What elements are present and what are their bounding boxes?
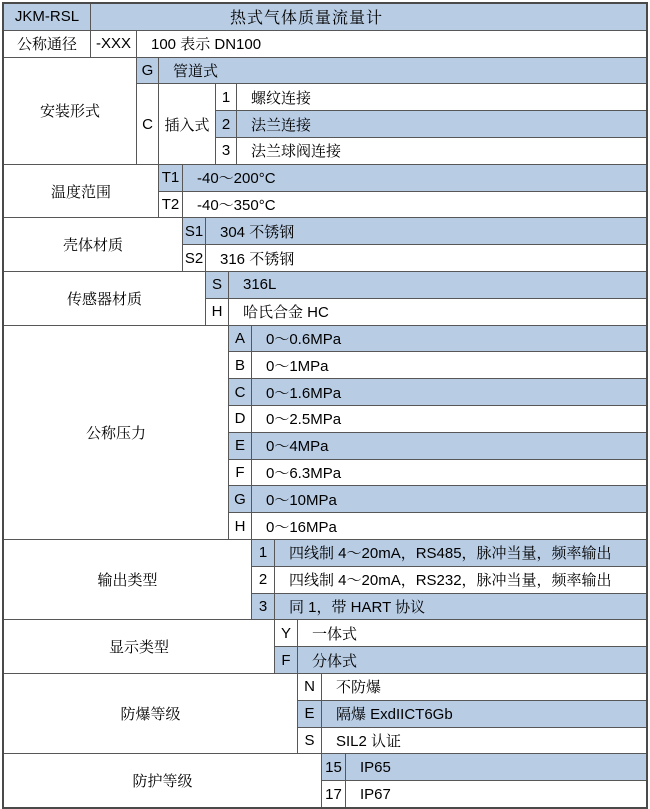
option-row (159, 165, 646, 192)
option-code: C (229, 379, 252, 405)
option-value: 四线制 4～20mA，RS485，脉冲当量，频率输出 (275, 540, 646, 566)
option-value: 法兰球阀连接 (251, 143, 342, 161)
model-selection-table (2, 2, 648, 809)
option-row (159, 192, 646, 218)
section-label: 输出类型 (4, 540, 252, 619)
option-value: 0～1MPa (266, 357, 329, 375)
option-value: 304 不锈钢 (206, 218, 646, 244)
option-value: 0～16MPa (266, 518, 337, 536)
option-row (252, 567, 646, 594)
option-value: -40～200°C (183, 165, 646, 191)
option-code: F (229, 460, 252, 486)
option-row (252, 540, 646, 567)
section-8 (4, 754, 646, 807)
insert-type-block (137, 84, 646, 163)
option-value: -40～350°C (197, 196, 276, 214)
option-row (229, 433, 646, 460)
option-code: H (229, 513, 252, 539)
option-value: IP67 (360, 785, 391, 803)
insert-type-label: 插入式 (159, 84, 216, 163)
option-code: E (229, 433, 252, 459)
option-value: 一体式 (312, 625, 358, 643)
section-2 (4, 218, 646, 272)
nominal-diameter-row (4, 31, 646, 58)
option-row (229, 406, 646, 433)
option-row (252, 594, 646, 620)
option-code: -XXX (91, 31, 137, 57)
option-value: 不防爆 (336, 679, 382, 697)
section-label: 防爆等级 (4, 674, 298, 753)
option-value: 四线制 4～20mA，RS232，脉冲当量，频率输出 (289, 572, 612, 590)
option-code: C (137, 84, 159, 163)
option-code: D (229, 406, 252, 432)
section-install-type (4, 58, 646, 165)
section-6 (4, 620, 646, 674)
option-code: T2 (159, 192, 183, 218)
option-row (137, 58, 646, 85)
option-code: 15 (322, 754, 346, 780)
model-code-cell: JKM-RSL (4, 4, 91, 30)
option-value: 0～1.6MPa (252, 379, 646, 405)
section-label: 温度范围 (4, 165, 159, 218)
option-value: 316 不锈钢 (220, 250, 295, 268)
section-label: 安装形式 (4, 58, 137, 164)
option-row (322, 754, 646, 781)
section-label: 防护等级 (4, 754, 322, 807)
table-header-row (4, 4, 646, 31)
option-code: S2 (183, 245, 206, 271)
option-value: 0～10MPa (252, 486, 646, 512)
option-row (229, 460, 646, 487)
option-row (229, 326, 646, 353)
option-code: N (298, 674, 322, 700)
option-value: 隔爆 ExdIICT6Gb (322, 701, 646, 727)
option-code: A (229, 326, 252, 352)
option-code: 1 (216, 84, 237, 110)
section-label: 公称通径 (4, 31, 91, 57)
option-code: 3 (252, 594, 275, 620)
option-value: SIL2 认证 (336, 732, 402, 750)
option-code: 17 (322, 781, 346, 807)
option-code: S (206, 272, 229, 298)
option-row (229, 513, 646, 539)
option-value: 100 表示 DN100 (151, 36, 262, 54)
option-row (322, 781, 646, 807)
option-code: 2 (252, 567, 275, 593)
option-row (183, 245, 646, 271)
option-row (216, 84, 646, 111)
option-value: 管道式 (159, 58, 646, 84)
option-value: 法兰连接 (237, 111, 646, 137)
option-code: S (298, 728, 322, 754)
section-3 (4, 272, 646, 326)
option-code: T1 (159, 165, 183, 191)
option-value: 0～0.6MPa (252, 326, 646, 352)
option-row (275, 620, 646, 647)
option-row (229, 352, 646, 379)
option-row (275, 647, 646, 673)
section-label: 传感器材质 (4, 272, 206, 325)
option-value: 0～4MPa (252, 433, 646, 459)
option-code: E (298, 701, 322, 727)
option-row (229, 379, 646, 406)
option-code: G (229, 486, 252, 512)
option-value: 0～6.3MPa (266, 464, 342, 482)
section-5 (4, 540, 646, 620)
option-value: 同 1，带 HART 协议 (275, 594, 646, 620)
table-title: 热式气体质量流量计 (91, 4, 646, 30)
option-row (206, 299, 646, 325)
option-value: 0～2.5MPa (266, 411, 342, 429)
option-row (298, 674, 646, 701)
section-label: 显示类型 (4, 620, 275, 673)
option-value: 316L (229, 272, 646, 298)
option-code: 2 (216, 111, 237, 137)
option-row (216, 138, 646, 164)
option-code: Y (275, 620, 298, 646)
option-row (183, 218, 646, 245)
option-code: B (229, 352, 252, 378)
option-row (298, 728, 646, 754)
option-code: S1 (183, 218, 206, 244)
option-code: H (206, 299, 229, 325)
option-value: 螺纹连接 (251, 89, 312, 107)
option-code: F (275, 647, 298, 673)
option-code: 3 (216, 138, 237, 164)
section-1 (4, 165, 646, 219)
option-row (298, 701, 646, 728)
option-row (216, 111, 646, 138)
section-7 (4, 674, 646, 754)
option-row (229, 486, 646, 513)
option-code: G (137, 58, 159, 84)
section-label: 公称压力 (4, 326, 229, 539)
option-row (206, 272, 646, 299)
section-4 (4, 326, 646, 540)
option-value: IP65 (346, 754, 646, 780)
option-value: 哈氏合金 HC (243, 304, 329, 322)
option-code: 1 (252, 540, 275, 566)
option-value: 分体式 (298, 647, 646, 673)
section-label: 壳体材质 (4, 218, 183, 271)
